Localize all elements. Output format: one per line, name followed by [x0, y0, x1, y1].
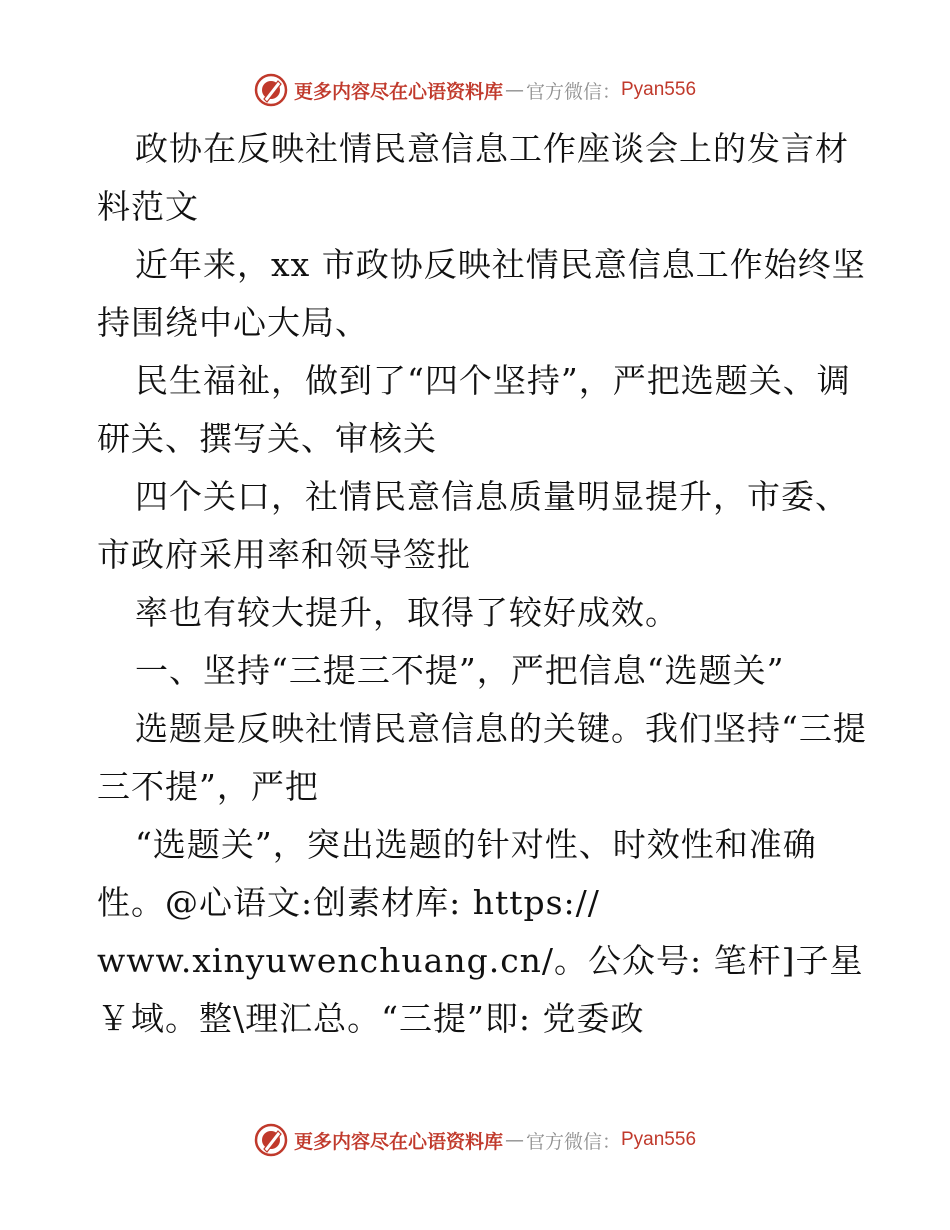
- banner-handle: Pyan556: [621, 79, 697, 100]
- banner-sub-text: 官方微信：: [525, 1130, 621, 1153]
- banner-dash: —: [504, 79, 524, 101]
- section-heading: 一、坚持“三提三不提”，严把信息“选题关”: [135, 651, 785, 690]
- banner-dash: —: [504, 1129, 524, 1151]
- paragraph: 选题是反映社情民意信息的关键。我们坚持“三提三不提”，严把: [97, 709, 867, 806]
- pen-logo-icon: [254, 73, 288, 107]
- banner-main-text: 更多内容尽在心语资料库: [293, 1130, 503, 1153]
- banner-main-text: 更多内容尽在心语资料库: [293, 80, 503, 103]
- document-title: 政协在反映社情民意信息工作座谈会上的发言材料范文: [97, 129, 849, 226]
- paragraph: 四个关口，社情民意信息质量明显提升，市委、市政府采用率和领导签批: [97, 477, 849, 574]
- paragraph: “选题关”，突出选题的针对性、时效性和准确性。@心语文:创素材库: https:// www.xinyuwenchuang.cn/。公众号: 笔杆]子星￥域。整\理汇总。“三提”即: 党委政: [97, 825, 864, 1038]
- paragraph: 率也有较大提升，取得了较好成效。: [135, 593, 679, 632]
- footer-banner: [0, 1120, 950, 1160]
- pen-logo-icon: [254, 1123, 288, 1157]
- banner-handle: Pyan556: [621, 1129, 697, 1150]
- paragraph: 民生福祉，做到了“四个坚持”，严把选题关、调研关、撰写关、审核关: [97, 361, 851, 458]
- header-banner: [0, 70, 950, 110]
- document-body: [97, 120, 867, 1048]
- banner-sub-text: 官方微信：: [525, 80, 621, 103]
- paragraph: 近年来，xx 市政协反映社情民意信息工作始终坚持围绕中心大局、: [97, 245, 866, 342]
